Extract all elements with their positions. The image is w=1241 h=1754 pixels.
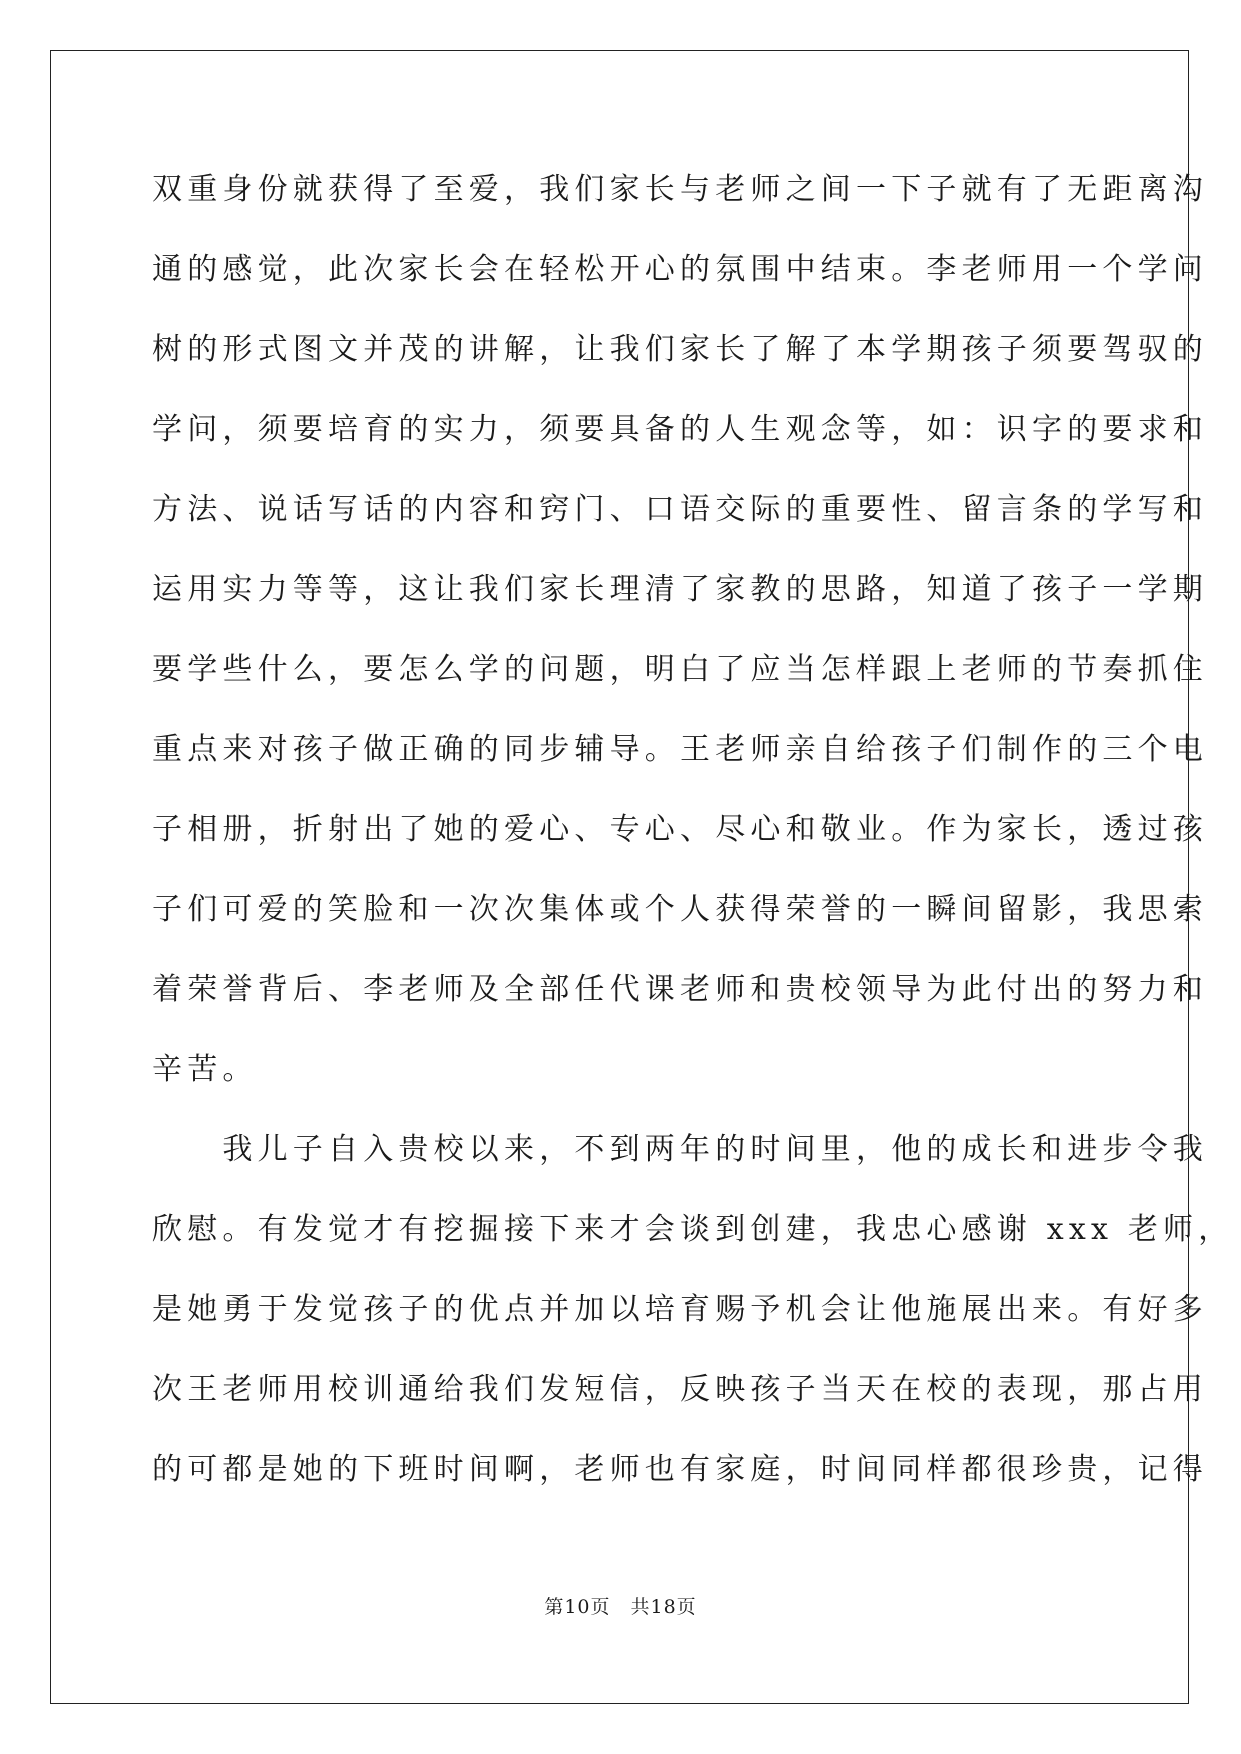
text-line: 要学些什么，要怎么学的问题，明白了应当怎样跟上老师的节奏抓住 [152,652,1208,687]
text-line: 双重身份就获得了至爱，我们家长与老师之间一下子就有了无距离沟 [152,172,1208,207]
text-line: 次王老师用校训通给我们发短信，反映孩子当天在校的表现，那占用 [152,1372,1208,1407]
page-number-footer: 第10页 共18页 [544,1596,697,1618]
paragraph-start-line: 我儿子自入贵校以来，不到两年的时间里，他的成长和进步令我 [152,1132,1208,1167]
text-line: 重点来对孩子做正确的同步辅导。王老师亲自给孩子们制作的三个电 [152,732,1208,767]
text-line: 树的形式图文并茂的讲解，让我们家长了解了本学期孩子须要驾驭的 [152,332,1208,367]
text-line: 方法、说话写话的内容和窍门、口语交际的重要性、留言条的学写和 [152,492,1208,527]
text-line: 的可都是她的下班时间啊，老师也有家庭，时间同样都很珍贵，记得 [152,1452,1208,1487]
text-line: 子们可爱的笑脸和一次次集体或个人获得荣誉的一瞬间留影，我思索 [152,892,1208,927]
document-body [152,165,1234,1525]
text-line: 欣慰。有发觉才有挖掘接下来才会谈到创建，我忠心感谢 xxx 老师， [152,1212,1234,1247]
text-line: 通的感觉，此次家长会在轻松开心的氛围中结束。李老师用一个学问 [152,252,1208,287]
text-line: 着荣誉背后、李老师及全部任代课老师和贵校领导为此付出的努力和 [152,972,1208,1007]
text-line: 运用实力等等，这让我们家长理清了家教的思路，知道了孩子一学期 [152,572,1208,607]
text-line: 辛苦。 [152,1052,258,1087]
text-line: 是她勇于发觉孩子的优点并加以培育赐予机会让他施展出来。有好多 [152,1292,1208,1327]
text-line: 学问，须要培育的实力，须要具备的人生观念等，如：识字的要求和 [152,412,1208,447]
text-line: 子相册，折射出了她的爱心、专心、尽心和敬业。作为家长，透过孩 [152,812,1208,847]
